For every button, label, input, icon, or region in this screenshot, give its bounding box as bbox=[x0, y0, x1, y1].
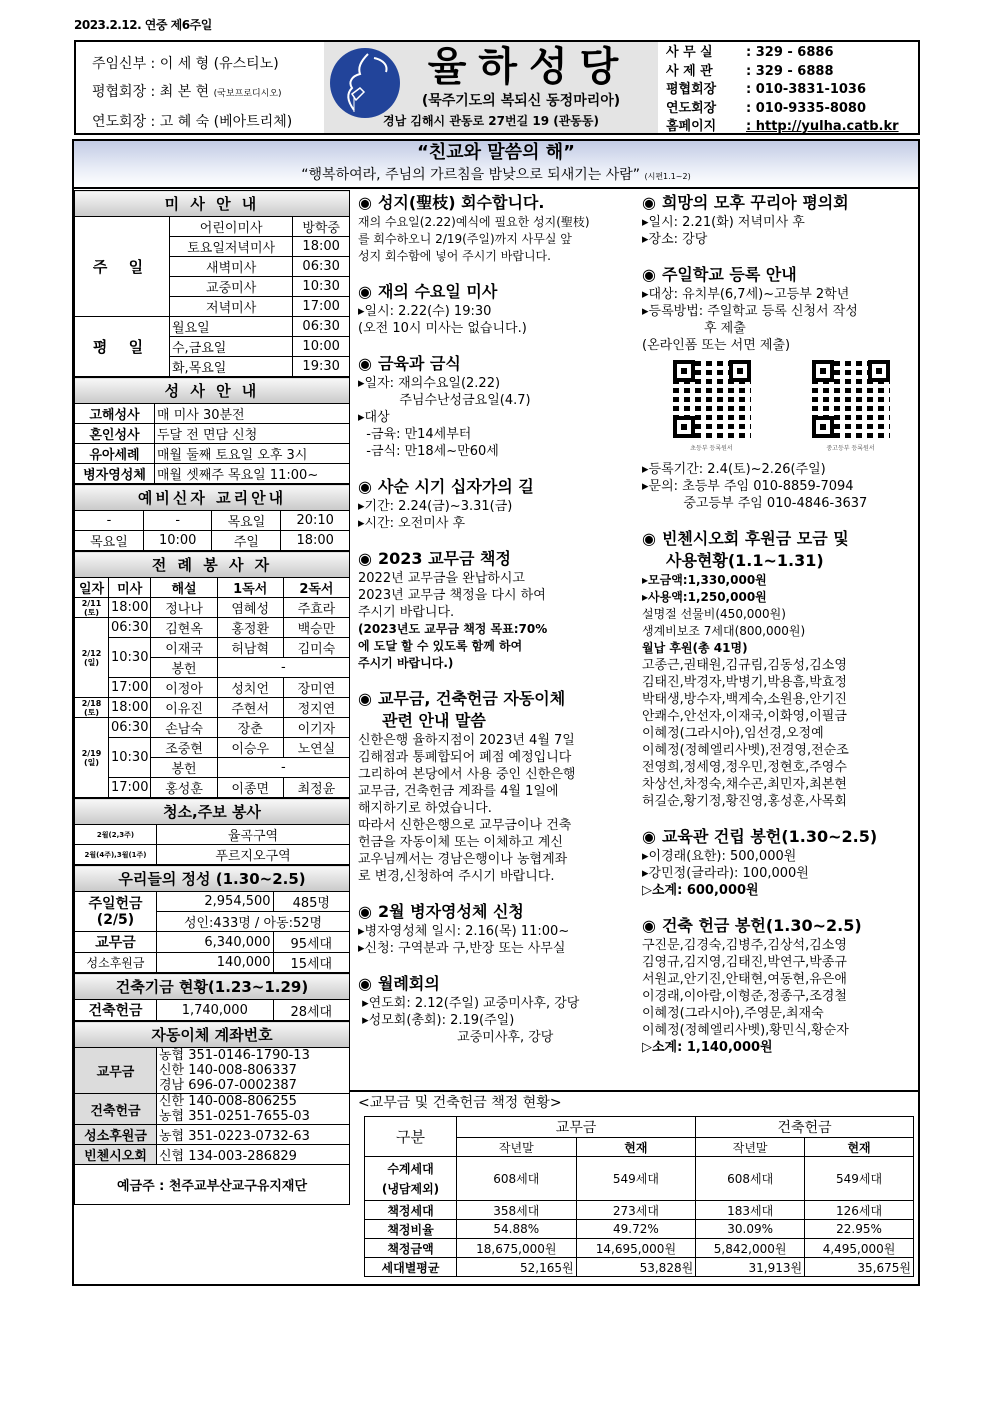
label: 교무금 bbox=[75, 932, 157, 953]
count: 15세대 bbox=[273, 953, 349, 973]
reader-2: 장미연 bbox=[283, 678, 349, 698]
label: 연도회장 bbox=[666, 100, 717, 116]
bullseye-icon: ◉ bbox=[642, 193, 656, 212]
mass-time: 18:00 bbox=[109, 698, 151, 718]
cell: 4,495,000원 bbox=[805, 1239, 914, 1258]
label: 평협회장 bbox=[92, 84, 147, 100]
weekday: (토) bbox=[83, 607, 100, 617]
bullseye-icon: ◉ bbox=[358, 549, 372, 568]
donor-names: 이혜정(정혜엘리사벳),황민식,황순자 bbox=[642, 1023, 849, 1038]
notice-line: 후 제출 bbox=[642, 321, 746, 336]
attendance-detail: 성인:433명 / 아동:52명 bbox=[157, 912, 350, 932]
weekday: (토) bbox=[83, 707, 100, 717]
mass-name: 저녁미사 bbox=[170, 297, 293, 317]
account-label: 건축헌금 bbox=[75, 1094, 157, 1125]
reader-1: 홍정환 bbox=[217, 618, 283, 638]
sacrament-name: 고해성사 bbox=[75, 404, 155, 424]
reader-2: 정지연 bbox=[283, 698, 349, 718]
church-name: 율하성당 bbox=[427, 44, 631, 90]
date: 2/18 bbox=[81, 698, 102, 708]
notice-line: ▸일시: 2.22(수) 19:30 bbox=[358, 304, 492, 319]
notice-line: ▸대상: 유치부(6,7세)~고등부 2학년 bbox=[642, 287, 850, 302]
notice-line: 2022년 교무금을 완납하시고 bbox=[358, 571, 525, 586]
notice-line: 헌금을 자동이체 또는 이체하고 계신 bbox=[358, 835, 563, 850]
notice-line: 로 변경,신청하여 주시기 바랍니다. bbox=[358, 869, 555, 884]
group-header: 교무금 bbox=[457, 1117, 696, 1138]
notice-line: 생계비보조 7세대(800,000원) bbox=[642, 624, 806, 638]
donor-names: 이경래,이아람,이형준,정종구,조경철 bbox=[642, 989, 847, 1004]
label: 사 무 실 bbox=[666, 45, 713, 60]
cell: 54.88% bbox=[457, 1220, 577, 1239]
empty: - bbox=[217, 658, 349, 678]
notice-line: ▸신청: 구역분과 구,반장 또는 사무실 bbox=[358, 941, 566, 956]
donor-names: 이혜정(그라시아),임선경,오정예 bbox=[642, 726, 824, 741]
sacrament-name: 혼인성사 bbox=[75, 424, 155, 444]
mass-time: 17:00 bbox=[293, 297, 350, 317]
reader-1: 장춘 bbox=[217, 718, 283, 738]
cell: 52,165원 bbox=[457, 1258, 577, 1277]
qr-code-icon[interactable] bbox=[673, 360, 751, 438]
mass-time: 10:30 bbox=[293, 277, 350, 297]
mass-name: 어린이미사 bbox=[170, 217, 293, 237]
row-label: 책정금액 bbox=[365, 1239, 457, 1258]
col-header: 현재 bbox=[576, 1138, 696, 1157]
notice-line: ▸문의: 초등부 주임 010-8859-7094 bbox=[642, 479, 854, 494]
notice-title-cont: 사용현황(1.1~1.31) bbox=[666, 551, 824, 570]
qr-caption: 중고등부 등록원서 bbox=[826, 445, 875, 452]
notice-line: 주님수난성금요일(4.7) bbox=[358, 393, 531, 408]
cell: - bbox=[143, 511, 212, 531]
cell: 주일 bbox=[212, 531, 281, 551]
commentator: 손남숙 bbox=[151, 718, 217, 738]
cell: 126세대 bbox=[805, 1201, 914, 1220]
donor-names: 구진문,김경숙,김병주,김상석,김소영 bbox=[642, 938, 847, 953]
notice-line: 설명절 선물비(450,000원) bbox=[642, 607, 786, 621]
yeondo-president: 고 혜 숙 (베아트리체) bbox=[159, 114, 293, 130]
notice-line: ▸이경래(요한): 500,000원 bbox=[642, 849, 797, 864]
commentator: 이유진 bbox=[151, 698, 217, 718]
notice-line: 신한은행 율하지점이 2023년 4월 7일 bbox=[358, 733, 575, 748]
cell: 35,675원 bbox=[805, 1258, 914, 1277]
reader-2: 최정윤 bbox=[283, 778, 349, 798]
amount: 1,740,000 bbox=[157, 1000, 274, 1021]
cell: 목요일 bbox=[75, 531, 144, 551]
mass-time: 06:30 bbox=[293, 257, 350, 277]
mass-time: 17:00 bbox=[109, 778, 151, 798]
col-header: 구분 bbox=[365, 1117, 457, 1157]
notice-line: 교무금, 건축헌금 계좌를 4월 1일에 bbox=[358, 784, 559, 799]
cell: 358세대 bbox=[457, 1201, 577, 1220]
notice-title: ◉ 교무금, 건축헌금 자동이체 bbox=[358, 689, 566, 708]
cell: 목요일 bbox=[212, 511, 281, 531]
mass-time: 06:30 bbox=[293, 317, 350, 337]
notice-line: ▸사용액:1,250,000원 bbox=[642, 590, 767, 604]
notice-line: ▸등록기간: 2.4(토)~2.26(주일) bbox=[642, 462, 826, 477]
cell: 22.95% bbox=[805, 1220, 914, 1239]
district: 푸르지오구역 bbox=[157, 845, 350, 865]
notice-line: ▸등록방법: 주일학교 등록 신청서 작성 bbox=[642, 304, 858, 319]
clergy-info: 주임신부 : 이 세 형 (유스티노) 평협회장 : 최 본 현 (국보프로디시오) 연도회장 : 고 혜 숙 (베아트리체) bbox=[92, 56, 293, 130]
reader-1: 이승우 bbox=[217, 738, 283, 758]
weekday: (일) bbox=[83, 657, 100, 667]
account-label: 빈첸시오회 bbox=[75, 1145, 157, 1165]
assessment-table bbox=[364, 1116, 914, 1277]
commentator: 이정아 bbox=[151, 678, 217, 698]
date: (2/5) bbox=[96, 911, 135, 928]
notice-line: 주시기 바랍니다. bbox=[358, 605, 455, 620]
mass-time: 06:30 bbox=[109, 718, 151, 738]
notice-title: ◉ 빈첸시오회 후원금 모금 및 bbox=[642, 529, 849, 548]
cell: 183세대 bbox=[696, 1201, 805, 1220]
donor-names: 김영규,김지영,김태진,박연구,박종규 bbox=[642, 955, 847, 970]
label: 연도회장 bbox=[92, 114, 147, 130]
notice-line: 2023년 교무금 책정을 다시 하여 bbox=[358, 588, 546, 603]
mass-day: 수,금요일 bbox=[170, 337, 293, 357]
offering-label: 봉헌 bbox=[151, 658, 217, 678]
section-title: 청소,주보 봉사 bbox=[75, 799, 350, 825]
mass-time: 06:30 bbox=[109, 618, 151, 638]
reader-2: 주효라 bbox=[283, 598, 349, 618]
row-label: 책정세대 bbox=[365, 1201, 457, 1220]
amount: 2,954,500 bbox=[157, 892, 274, 912]
church-address: 경남 김해시 관동로 27번길 19 (관동동) bbox=[383, 114, 599, 128]
church-subtitle: (묵주기도의 복되신 동정마리아) bbox=[421, 93, 621, 109]
catechumen-table bbox=[74, 484, 350, 551]
cell: 20:10 bbox=[281, 511, 350, 531]
cleaning-table bbox=[74, 798, 350, 865]
notice-title: ◉ 주일학교 등록 안내 bbox=[642, 265, 797, 284]
account-number: 경남 696-07-0002387 bbox=[159, 1078, 297, 1093]
count: 28세대 bbox=[273, 1000, 349, 1021]
label: 홈페이지 bbox=[666, 119, 717, 134]
mass-name: 토요일저녁미사 bbox=[170, 237, 293, 257]
reader-2: 이기자 bbox=[283, 718, 349, 738]
notice-title: ◉ 교육관 건립 봉헌(1.30~2.5) bbox=[642, 827, 878, 846]
subtotal: ▷소계: 600,000원 bbox=[642, 883, 759, 898]
cell: 53,828원 bbox=[576, 1258, 696, 1277]
col-header: 미사 bbox=[109, 578, 151, 598]
notice-line: ▸시간: 오전미사 후 bbox=[358, 516, 466, 531]
commentator: 조중현 bbox=[151, 738, 217, 758]
cell: 273세대 bbox=[576, 1201, 696, 1220]
label: 주임신부 bbox=[92, 56, 147, 72]
col-header: 작년말 bbox=[457, 1138, 577, 1157]
notice-line: ▸병자영성체 일시: 2.16(목) 11:00~ bbox=[358, 924, 570, 939]
section-title: 성 사 안 내 bbox=[75, 378, 350, 404]
homepage-link[interactable]: : http://yulha.catb.kr bbox=[746, 119, 899, 134]
notice-title: ◉ 건축 헌금 봉헌(1.30~2.5) bbox=[642, 916, 862, 935]
notice-line: 중고등부 주임 010-4846-3637 bbox=[642, 496, 868, 511]
reader-2: 김미숙 bbox=[283, 638, 349, 658]
notice-title: ◉ 2023 교무금 책정 bbox=[358, 549, 511, 568]
label: 평협회장 bbox=[666, 82, 717, 97]
bullseye-icon: ◉ bbox=[358, 354, 372, 373]
notice-line: (2023년도 교무금 책정 목표:70% bbox=[358, 622, 548, 636]
donor-names: 박태생,방수자,백계숙,소원용,안기진 bbox=[642, 692, 847, 707]
theme-verse: “행복하여라, 주님의 가르침을 밤낮으로 되새기는 사람” bbox=[301, 167, 641, 183]
cell: - bbox=[75, 511, 144, 531]
col-header: 작년말 bbox=[696, 1138, 805, 1157]
notice-line: 해지하기로 하였습니다. bbox=[358, 801, 492, 816]
issue-date: 2023.2.12. 연중 제6주일 bbox=[74, 18, 212, 32]
amount: 140,000 bbox=[157, 953, 274, 973]
section-title: 건축기금 현황(1.23~1.29) bbox=[75, 974, 350, 1000]
bullseye-icon: ◉ bbox=[642, 529, 656, 548]
theme-title: “친교와 말씀의 해” bbox=[417, 142, 575, 163]
notice-title: ◉ 재의 수요일 미사 bbox=[358, 282, 498, 301]
row-label: (냉담제외) bbox=[381, 1181, 440, 1196]
reader-1: 허남혁 bbox=[217, 638, 283, 658]
period: 2월(2,3주) bbox=[75, 825, 157, 845]
date: 2/12 bbox=[81, 648, 102, 658]
notice-line: ▸연도회: 2.12(주일) 교중미사후, 강당 bbox=[358, 996, 580, 1011]
account-number: 신한 140-008-806337 bbox=[159, 1063, 297, 1078]
cell: 549세대 bbox=[576, 1157, 696, 1201]
group-header: 건축헌금 bbox=[696, 1117, 914, 1138]
notice-line: ▸일자: 재의수요일(2.22) bbox=[358, 376, 501, 391]
divider bbox=[350, 1090, 920, 1092]
qr-code-icon[interactable] bbox=[812, 360, 890, 438]
qr-highschool[interactable] bbox=[812, 360, 890, 457]
commentator: 김현옥 bbox=[151, 618, 217, 638]
bullseye-icon: ◉ bbox=[642, 827, 656, 846]
weekday: (일) bbox=[83, 757, 100, 767]
mass-day: 월요일 bbox=[170, 317, 293, 337]
subtotal: ▷소계: 1,140,000원 bbox=[642, 1040, 773, 1055]
pastor-name: 이 세 형 (유스티노) bbox=[159, 56, 279, 72]
bullseye-icon: ◉ bbox=[642, 265, 656, 284]
building-fund-table bbox=[74, 973, 350, 1021]
offering-table bbox=[74, 865, 350, 973]
row-label: 수계세대 bbox=[387, 1161, 434, 1176]
notice-title: ◉ 2월 병자영성체 신청 bbox=[358, 902, 524, 921]
notice-line: 따라서 신한은행으로 교무금이나 건축 bbox=[358, 818, 572, 833]
notice-line: (온라인폼 또는 서면 제출) bbox=[642, 338, 791, 353]
label: 건축헌금 bbox=[75, 1000, 157, 1021]
notice-line: ▸기간: 2.24(금)~3.31(금) bbox=[358, 499, 513, 514]
bullseye-icon: ◉ bbox=[358, 477, 372, 496]
notice-line: 교우님께서는 경남은행이나 농협계좌 bbox=[358, 852, 568, 867]
year-theme-banner bbox=[72, 139, 920, 189]
notice-line: ▸장소: 강당 bbox=[642, 232, 708, 247]
account-number: 농협 351-0251-7655-03 bbox=[159, 1109, 310, 1124]
row-label: 세대별평균 bbox=[365, 1258, 457, 1277]
count: 485명 bbox=[273, 892, 349, 912]
notice-line: -금육: 만14세부터 bbox=[358, 427, 472, 442]
donor-names: 김태진,박경자,박병기,박용흠,박효정 bbox=[642, 675, 847, 690]
mass-time: 방학중 bbox=[293, 217, 350, 237]
contact-list bbox=[658, 42, 918, 133]
cell: 30.09% bbox=[696, 1220, 805, 1239]
notice-title: ◉ 희망의 모후 꾸리아 평의회 bbox=[642, 193, 849, 212]
mass-schedule-table bbox=[74, 190, 350, 377]
notice-title: ◉ 월례회의 bbox=[358, 974, 440, 993]
sacrament-info: 매 미사 30분전 bbox=[155, 404, 350, 424]
qr-caption: 초등부 등록원서 bbox=[690, 445, 733, 452]
mass-time: 10:30 bbox=[109, 638, 151, 678]
mass-time: 18:00 bbox=[109, 598, 151, 618]
account-number: 농협 351-0223-0732-63 bbox=[157, 1125, 350, 1145]
donor-names: 안쾌수,안선자,이재국,이화영,이필금 bbox=[642, 709, 847, 724]
notice-line: 에 도달 할 수 있도록 함께 하여 bbox=[358, 639, 523, 653]
cell: 608세대 bbox=[457, 1157, 577, 1201]
period: 2월(4주),3월(1주) bbox=[75, 845, 157, 865]
council-phone: : 010-3831-1036 bbox=[746, 82, 867, 97]
donor-names: 고종근,권태원,김규림,김동성,김소영 bbox=[642, 658, 847, 673]
account-label: 교무금 bbox=[75, 1048, 157, 1094]
sacrament-info: 매월 셋째주 목요일 11:00~ bbox=[155, 464, 350, 484]
notice-line: ▸성모회(총회): 2.19(주일) bbox=[358, 1013, 515, 1028]
donor-names: 차상선,차정숙,채수곤,최민자,최본현 bbox=[642, 777, 847, 792]
cell: 31,913원 bbox=[696, 1258, 805, 1277]
commentator: 이재국 bbox=[151, 638, 217, 658]
sacrament-info: 매월 둘째 토요일 오후 3시 bbox=[155, 444, 350, 464]
mass-time: 10:00 bbox=[293, 337, 350, 357]
cell: 549세대 bbox=[805, 1157, 914, 1201]
reader-1: 주현서 bbox=[217, 698, 283, 718]
district: 율곡구역 bbox=[157, 825, 350, 845]
cell: 18,675,000원 bbox=[457, 1239, 577, 1258]
commentator: 홍성훈 bbox=[151, 778, 217, 798]
council-president: 최 본 현 bbox=[159, 84, 210, 100]
notice-line: ▸일시: 2.21(화) 저녁미사 후 bbox=[642, 215, 805, 230]
col-header: 현재 bbox=[805, 1138, 914, 1157]
office-phone: : 329 - 6886 bbox=[746, 45, 834, 60]
notice-line: -금식: 만18세~만60세 bbox=[358, 444, 499, 459]
notice-line: 를 회수하오니 2/19(주일)까지 사무실 앞 bbox=[358, 232, 572, 246]
notice-line: (오전 10시 미사는 없습니다.) bbox=[358, 321, 527, 336]
section-title: 자동이체 계좌번호 bbox=[75, 1022, 350, 1048]
sacrament-info: 두달 전 면담 신청 bbox=[155, 424, 350, 444]
empty: - bbox=[217, 758, 349, 778]
sacrament-table bbox=[74, 377, 350, 484]
middle-column bbox=[358, 190, 638, 1046]
reader-2: 백승만 bbox=[283, 618, 349, 638]
section-title: 우리들의 정성 (1.30~2.5) bbox=[75, 866, 350, 892]
qr-codes bbox=[642, 360, 920, 457]
notice-line: ▸대상 bbox=[358, 410, 390, 425]
mass-time: 19:30 bbox=[293, 357, 350, 377]
church-title-block bbox=[324, 42, 658, 133]
section-title: 예비신자 교리안내 bbox=[75, 485, 350, 511]
left-column bbox=[74, 190, 350, 1205]
bullseye-icon: ◉ bbox=[358, 282, 372, 301]
notice-line: ▸모금액:1,330,000원 bbox=[642, 573, 767, 587]
sacrament-name: 병자영성체 bbox=[75, 464, 155, 484]
col-header: 1독서 bbox=[217, 578, 283, 598]
date: 2/11 bbox=[81, 598, 102, 608]
yeondo-phone: : 010-9335-8080 bbox=[746, 100, 867, 116]
sunday-label: 주 일 bbox=[75, 217, 170, 317]
bullseye-icon: ◉ bbox=[358, 193, 372, 212]
col-header: 해설 bbox=[151, 578, 217, 598]
donor-names: 이혜정(정혜엘리사벳),전경영,전순조 bbox=[642, 743, 849, 758]
date: 2/19 bbox=[81, 748, 102, 758]
account-number: 신한 140-008-806255 bbox=[159, 1094, 297, 1109]
cell: 608세대 bbox=[696, 1157, 805, 1201]
amount: 6,340,000 bbox=[157, 932, 274, 953]
notice-line: 월납 후원(총 41명) bbox=[642, 641, 748, 655]
section-title: 전 례 봉 사 자 bbox=[75, 552, 350, 578]
reader-1: 염혜성 bbox=[217, 598, 283, 618]
label: 주일헌금 bbox=[88, 895, 143, 912]
offering-label: 봉헌 bbox=[151, 758, 217, 778]
notice-title-cont: 관련 안내 말씀 bbox=[382, 711, 486, 730]
notice-line: ▸강민정(글라라): 100,000원 bbox=[642, 866, 809, 881]
count: 95세대 bbox=[273, 932, 349, 953]
cell: 5,842,000원 bbox=[696, 1239, 805, 1258]
commentator: 정나나 bbox=[151, 598, 217, 618]
notice-line: 교중미사후, 강당 bbox=[358, 1030, 554, 1045]
donor-names: 허길순,황기정,황진영,홍성훈,사목회 bbox=[642, 794, 847, 809]
donor-names: 전영희,정세영,정우민,정현호,주영수 bbox=[642, 760, 847, 775]
mass-time: 10:30 bbox=[109, 738, 151, 778]
assessment-section bbox=[358, 1094, 918, 1277]
reader-1: 성치언 bbox=[217, 678, 283, 698]
notice-title: ◉ 금육과 금식 bbox=[358, 354, 461, 373]
liturgy-servers-table bbox=[74, 551, 350, 798]
row-label: 책정비율 bbox=[365, 1220, 457, 1239]
assessment-caption: <교무금 및 건축헌금 책정 현황> bbox=[358, 1095, 562, 1111]
col-header: 2독서 bbox=[283, 578, 349, 598]
cell: 14,695,000원 bbox=[576, 1239, 696, 1258]
bullseye-icon: ◉ bbox=[358, 902, 372, 921]
reader-1: 이종면 bbox=[217, 778, 283, 798]
mass-name: 교중미사 bbox=[170, 277, 293, 297]
col-header: 일자 bbox=[75, 578, 109, 598]
bullseye-icon: ◉ bbox=[358, 974, 372, 993]
mass-time: 17:00 bbox=[109, 678, 151, 698]
label: 성소후원금 bbox=[75, 953, 157, 973]
baptismal-name: (국보프로디시오) bbox=[213, 89, 282, 99]
account-number: 농협 351-0146-1790-13 bbox=[159, 1048, 310, 1063]
bullseye-icon: ◉ bbox=[642, 916, 656, 935]
right-column bbox=[642, 190, 920, 1056]
notice-line: 주시기 바랍니다.) bbox=[358, 656, 454, 670]
account-number: 신협 134-003-286829 bbox=[157, 1145, 350, 1165]
account-holder: 예금주 : 천주교부산교구유지재단 bbox=[75, 1165, 350, 1205]
cell: 18:00 bbox=[281, 531, 350, 551]
mass-time: 18:00 bbox=[293, 237, 350, 257]
notice-line: 김해점과 통폐합되어 폐점 예정입니다 bbox=[358, 750, 572, 765]
section-title: 미 사 안 내 bbox=[75, 191, 350, 217]
notice-line: 성지 회수함에 넣어 주시기 바랍니다. bbox=[358, 249, 551, 263]
reader-2: 노연실 bbox=[283, 738, 349, 758]
weekday-label: 평 일 bbox=[75, 317, 170, 377]
rectory-phone: : 329 - 6888 bbox=[746, 63, 834, 79]
label: 사 제 관 bbox=[666, 63, 713, 79]
account-label: 성소후원금 bbox=[75, 1125, 157, 1145]
donor-names: 서원교,안기진,안태현,여동현,유은애 bbox=[642, 972, 847, 987]
notice-line: 그리하여 본당에서 사용 중인 신한은행 bbox=[358, 767, 576, 782]
sacrament-name: 유아세례 bbox=[75, 444, 155, 464]
mass-day: 화,목요일 bbox=[170, 357, 293, 377]
cell: 10:00 bbox=[143, 531, 212, 551]
account-table bbox=[74, 1021, 350, 1205]
notice-line: 재의 수요일(2.22)예식에 필요한 성지(聖枝) bbox=[358, 215, 590, 229]
bullseye-icon: ◉ bbox=[358, 689, 372, 708]
donor-names: 이혜정(그라시아),주영문,최재숙 bbox=[642, 1006, 824, 1021]
qr-elementary[interactable] bbox=[673, 360, 751, 457]
notice-title: ◉ 사순 시기 십자가의 길 bbox=[358, 477, 534, 496]
verse-ref: (시편1.1~2) bbox=[644, 172, 691, 181]
church-header bbox=[74, 40, 920, 135]
mass-name: 새벽미사 bbox=[170, 257, 293, 277]
cell: 49.72% bbox=[576, 1220, 696, 1239]
notice-title: ◉ 성지(聖枝) 회수합니다. bbox=[358, 193, 545, 212]
